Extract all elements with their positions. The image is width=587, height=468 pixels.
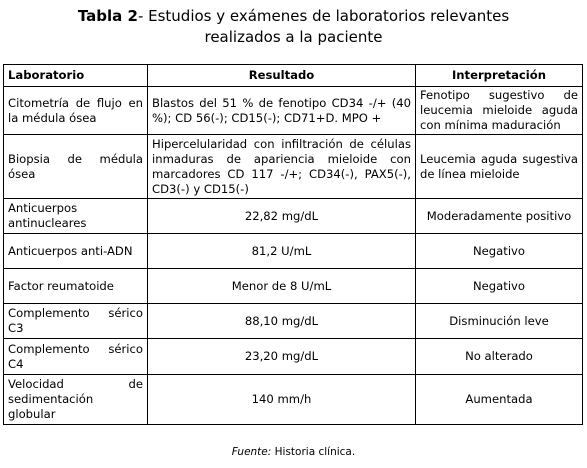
cell-result: 88,10 mg/dL: [148, 304, 416, 339]
table-header-row: [4, 65, 583, 87]
cell-interpretation: No alterado: [416, 339, 583, 375]
cell-interpretation: Negativo: [416, 234, 583, 269]
cell-lab: Biopsia de médula ósea: [4, 135, 148, 199]
table-row: [4, 199, 583, 234]
cell-lab: Complemento sérico C4: [4, 339, 148, 375]
table-row: [4, 87, 583, 135]
caption-label: Tabla 2: [77, 7, 138, 25]
caption-title-line1: - Estudios y exámenes de laboratorios relevantes: [137, 7, 510, 25]
source-note: [0, 446, 587, 458]
cell-result: Hipercelularidad con infiltración de células inmaduras de apariencia mieloide con marcadores CD 117 -/+; CD34(-), PAX5(-), CD3(-) y CD15(-): [148, 135, 416, 199]
source-label: Fuente:: [231, 446, 272, 458]
cell-interpretation: Disminución leve: [416, 304, 583, 339]
header-interpretacion: Interpretación: [416, 65, 583, 87]
lab-results-table: [3, 64, 583, 425]
cell-interpretation: Moderadamente positivo: [416, 199, 583, 234]
source-text: Historia clínica.: [271, 446, 356, 458]
header-resultado: Resultado: [148, 65, 416, 87]
cell-lab: Velocidad de sedimentación globular: [4, 375, 148, 425]
cell-lab: Anticuerpos antinucleares: [4, 199, 148, 234]
cell-result: Blastos del 51 % de fenotipo CD34 -/+ (40 %); CD 56(-); CD15(-); CD71+D. MPO +: [148, 87, 416, 135]
table-row: [4, 339, 583, 375]
header-laboratorio: Laboratorio: [4, 65, 148, 87]
cell-interpretation: Fenotipo sugestivo de leucemia mieloide aguda con mínima maduración: [416, 87, 583, 135]
table-row: [4, 135, 583, 199]
table-caption: [0, 6, 587, 48]
cell-result: 81,2 U/mL: [148, 234, 416, 269]
cell-lab: Complemento sérico C3: [4, 304, 148, 339]
table-row: [4, 375, 583, 425]
cell-interpretation: Aumentada: [416, 375, 583, 425]
table-row: [4, 269, 583, 304]
cell-lab: Anticuerpos anti-ADN: [4, 234, 148, 269]
cell-result: 22,82 mg/dL: [148, 199, 416, 234]
cell-interpretation: Negativo: [416, 269, 583, 304]
table-row: [4, 304, 583, 339]
cell-lab: Citometría de flujo en la médula ósea: [4, 87, 148, 135]
cell-result: 140 mm/h: [148, 375, 416, 425]
table-row: [4, 234, 583, 269]
caption-title-line2: realizados a la paciente: [204, 28, 383, 46]
cell-lab: Factor reumatoide: [4, 269, 148, 304]
cell-result: Menor de 8 U/mL: [148, 269, 416, 304]
cell-result: 23,20 mg/dL: [148, 339, 416, 375]
cell-interpretation: Leucemia aguda sugestiva de línea mieloide: [416, 135, 583, 199]
